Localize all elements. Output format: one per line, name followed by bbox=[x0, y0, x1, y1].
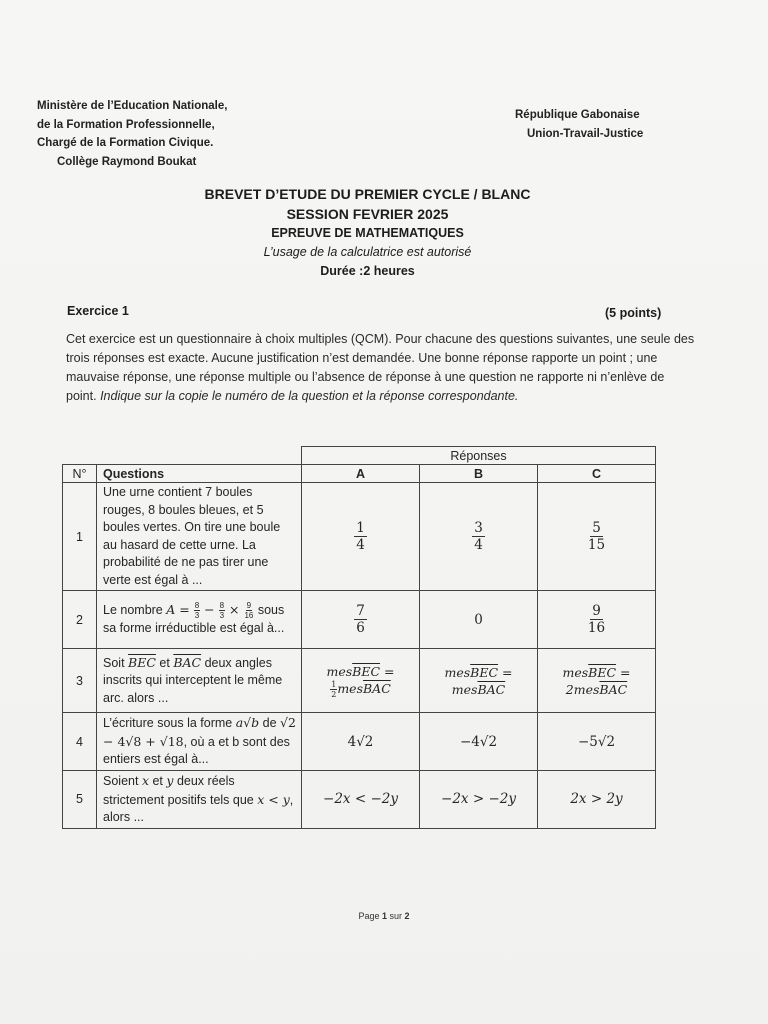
footer-page-label: Page bbox=[358, 911, 380, 921]
exam-title: BREVET D’ETUDE DU PREMIER CYCLE / BLANC bbox=[204, 186, 531, 202]
exercise-instructions bbox=[66, 330, 698, 406]
republic-motto: Union-Travail-Justice bbox=[527, 127, 644, 140]
question-text: L’écriture sous la forme a√b de √2 − 4√8 + √18, où a et b sont des entiers est égal à... bbox=[97, 713, 302, 771]
calculator-note: L’usage de la calculatrice est autorisé bbox=[263, 245, 472, 259]
row-number: 3 bbox=[63, 649, 97, 713]
table-row bbox=[63, 591, 656, 649]
ministry-header bbox=[37, 97, 267, 171]
answer-b: 0 bbox=[420, 591, 538, 649]
subject-title: EPREUVE DE MATHEMATIQUES bbox=[271, 226, 464, 240]
responses-header: Réponses bbox=[302, 447, 656, 465]
answer-a: −2x < −2y bbox=[302, 771, 420, 829]
table-row bbox=[63, 649, 656, 713]
row-number: 2 bbox=[63, 591, 97, 649]
question-text: Le nombre A = $\frac{8}{3}$ − $\frac{8}{3}$ × $\frac{9}{16}$ sous sa forme irréductible est égal à... bbox=[97, 591, 302, 649]
qcm-table bbox=[62, 446, 656, 829]
question-text: Soient x et y deux réels strictement positifs tels que x < y, alors ... bbox=[97, 771, 302, 829]
college-name: Collège Raymond Boukat bbox=[57, 155, 197, 168]
exam-titles bbox=[160, 184, 575, 281]
instructions-text: Cet exercice est un questionnaire à choix multiples (QCM). Pour chacune des questions suivantes, une seule des trois réponses est exacte. Aucune justification n’est demandée. Une bonne réponse rapporte un point ; une mauvaise réponse, une réponse multiple ou l’absence de réponse à une question ne rapporte ni n’enlève de point. bbox=[66, 332, 695, 403]
answer-c: $mes\overline{BEC}$ = $2mes\overline{BAC}$ bbox=[538, 649, 656, 713]
answer-c: $\frac{5}{15}$ bbox=[538, 483, 656, 591]
answer-b: −4√2 bbox=[420, 713, 538, 771]
row-number: 1 bbox=[63, 483, 97, 591]
answer-b: $\frac{3}{4}$ bbox=[420, 483, 538, 591]
row-number: 5 bbox=[63, 771, 97, 829]
answer-b: $mes\overline{BEC}$ = $mes\overline{BAC}$ bbox=[420, 649, 538, 713]
footer-of: sur bbox=[389, 911, 403, 921]
duration: Durée :2 heures bbox=[320, 264, 415, 278]
ministry-line-1: Ministère de l’Education Nationale, bbox=[37, 100, 228, 112]
ministry-line-2: de la Formation Professionnelle, bbox=[37, 118, 215, 131]
answer-b: −2x > −2y bbox=[420, 771, 538, 829]
col-a-header: A bbox=[302, 465, 420, 483]
table-header-row-2 bbox=[63, 465, 656, 483]
footer-total-pages: 2 bbox=[404, 911, 410, 921]
answer-a: 4√2 bbox=[302, 713, 420, 771]
republic-header bbox=[515, 106, 675, 143]
col-number-header: N° bbox=[63, 465, 97, 483]
row-number: 4 bbox=[63, 713, 97, 771]
answer-a: $\frac{7}{6}$ bbox=[302, 591, 420, 649]
instructions-italic: Indique sur la copie le numéro de la question et la réponse correspondante. bbox=[100, 389, 519, 403]
answer-a: $mes\overline{BEC}$ = $\frac{1}{2}$ $mes\overline{BAC}$ bbox=[302, 649, 420, 713]
table-header-row-1 bbox=[63, 447, 656, 465]
table-row bbox=[63, 483, 656, 591]
answer-c: 2x > 2y bbox=[538, 771, 656, 829]
col-c-header: C bbox=[538, 465, 656, 483]
exercise-points: (5 points) bbox=[605, 306, 662, 320]
footer-current-page: 1 bbox=[381, 911, 387, 921]
exercise-title: Exercice 1 bbox=[67, 304, 129, 318]
answer-c: $\frac{9}{16}$ bbox=[538, 591, 656, 649]
republic-name: République Gabonaise bbox=[515, 109, 640, 121]
col-b-header: B bbox=[420, 465, 538, 483]
table-row bbox=[63, 771, 656, 829]
answer-a: $\frac{1}{4}$ bbox=[302, 483, 420, 591]
question-text: Soit $\overline{BEC}$ et $\overline{BAC}$ deux angles inscrits qui interceptent le même arc. alors ... bbox=[97, 649, 302, 713]
answer-c: −5√2 bbox=[538, 713, 656, 771]
col-questions-header: Questions bbox=[97, 465, 302, 483]
question-text: Une urne contient 7 boules rouges, 8 boules bleues, et 5 boules vertes. On tire une boule au hasard de cette urne. La probabilité de ne pas tirer une verte est égal à ... bbox=[97, 483, 302, 591]
page-footer bbox=[0, 911, 768, 921]
ministry-line-3: Chargé de la Formation Civique. bbox=[37, 137, 214, 149]
session-title: SESSION FEVRIER 2025 bbox=[286, 206, 449, 222]
table-row bbox=[63, 713, 656, 771]
